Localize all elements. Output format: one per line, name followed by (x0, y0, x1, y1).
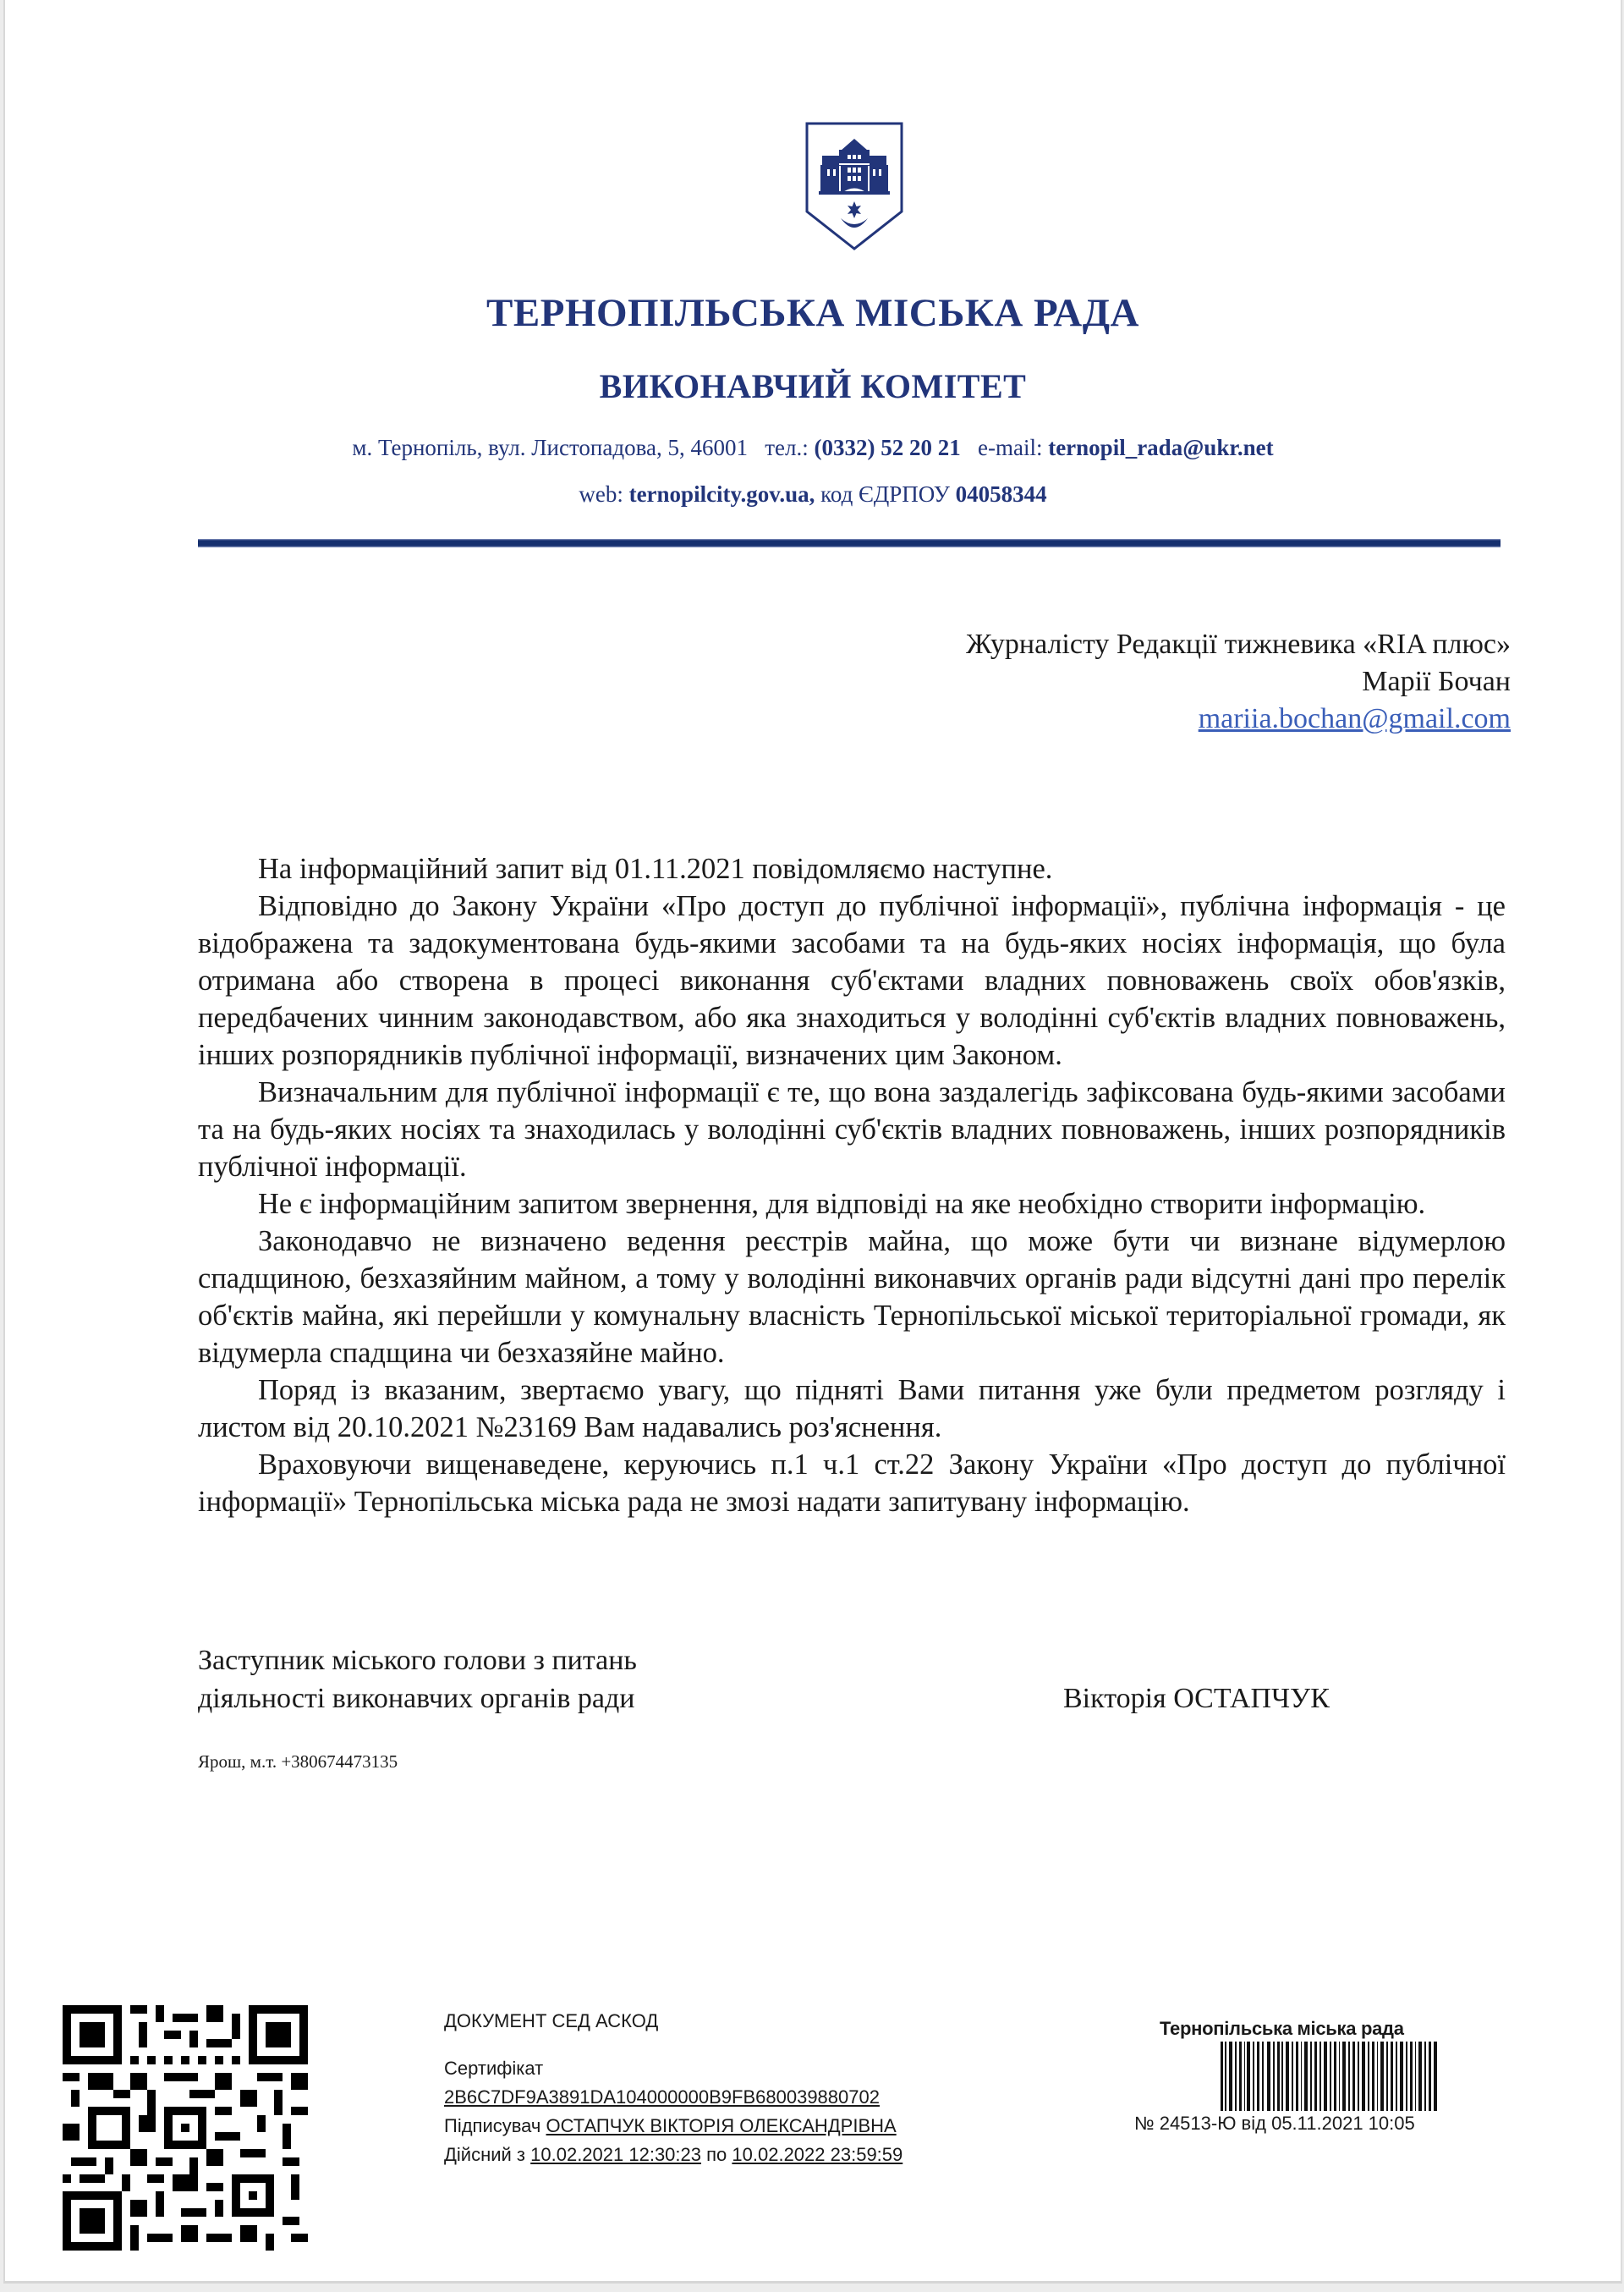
edrpou-label: код ЄДРПОУ (820, 481, 950, 507)
sed-heading: ДОКУМЕНТ СЕД АСКОД (444, 2010, 659, 2031)
valid-from: 10.02.2021 12:30:23 (530, 2144, 701, 2165)
edrpou-code: 04058344 (955, 481, 1047, 507)
signer-name: Вікторія ОСТАПЧУК (1063, 1683, 1330, 1714)
paragraph: Враховуючи вищенаведене, керуючись п.1 ч.1 ст.22 Закону України «Про доступ до публічної інформації» Тернопільська міська рада не змозі надати запитувану інформацію. (198, 1448, 1506, 1518)
address: м. Тернопіль, вул. Листопадова, 5, 46001 (352, 435, 748, 460)
paragraph: Поряд із вказаним, звертаємо увагу, що підняті Вами питання уже були предметом розгляду і листом від 20.10.2021 №23169 Вам надавались роз'яснення. (198, 1374, 1506, 1443)
signer-full-name: ОСТАПЧУК ВІКТОРІЯ ОЛЕКСАНДРІВНА (546, 2115, 897, 2136)
executor-contact: Ярош, м.т. +380674473135 (198, 1751, 398, 1772)
valid-to-label: по (706, 2144, 727, 2165)
registration-org: Тернопільська міська рада (1160, 2018, 1404, 2039)
email-label: e-mail: (977, 435, 1043, 460)
signer-position-line1: Заступник міського голови з питань (198, 1645, 637, 1676)
contact-line-address (5, 435, 1621, 461)
paragraph: Не є інформаційним запитом звернення, для відповіді на яке необхідно створити інформацію. (258, 1188, 1426, 1220)
certificate-label: Сертифікат (444, 2058, 544, 2079)
organization-name: ТЕРНОПІЛЬСЬКА МІСЬКА РАДА (486, 291, 1139, 335)
valid-to: 10.02.2022 23:59:59 (732, 2144, 903, 2165)
recipient-email-link[interactable]: mariia.bochan@gmail.com (1198, 703, 1511, 734)
committee-name: ВИКОНАВЧИЙ КОМІТЕТ (599, 367, 1027, 405)
certificate-number: 2B6C7DF9A3891DA104000000B9FB680039880702 (444, 2086, 880, 2108)
letter-body (198, 850, 1506, 1520)
web-link[interactable]: ternopilcity.gov.ua, (628, 481, 815, 507)
recipient-block (966, 626, 1511, 738)
registration-stamp (1134, 2018, 1506, 2135)
paragraph: Відповідно до Закону України «Про доступ до публічної інформації», публічна інформація - це відображена та задокументована будь-якими засобами та на будь-яких носіях інформація, що була отримана або створена в процесі виконання суб'єктами владних повноважень своїх обов'язків, передбачених чинним законодавством, або яка знаходиться у володінні суб'єктів владних повноважень, інших розпорядників публічної інформації, визначених цим Законом. (198, 890, 1506, 1071)
recipient-title: Журналісту Редакції тижневика «RIA плюс» (966, 629, 1511, 660)
paragraph: Визначальним для публічної інформації є те, що вона заздалегідь зафіксована будь-якими засобами та на будь-яких носіях та знаходилась у володінні суб'єктів владних повноважень, інших розпорядників публічної інформації. (198, 1076, 1506, 1183)
signer-row (444, 2112, 903, 2141)
paragraph: Законодавчо не визначено ведення реєстрів майна, що може бути чи визнане відумерлою спадщиною, безхазяйним майном, а тому у володінні виконавчих органів ради відсутні дані про перелік об'єктів майна, які перейшли у комунальну власність Тернопільської міської територіальної громади, як відумерла спадщина чи безхазяйне майно. (198, 1225, 1506, 1369)
digital-signature-info (444, 2007, 903, 2169)
signer-position-line2: діяльності виконавчих органів ради (198, 1683, 635, 1714)
barcode-icon (1221, 2042, 1437, 2111)
org-email[interactable]: ternopil_rada@ukr.net (1048, 435, 1274, 460)
phone-label: тел.: (765, 435, 809, 460)
recipient-name: Марії Бочан (1362, 666, 1511, 697)
letter-page (3, 0, 1622, 2284)
signature-block (198, 1641, 1506, 1718)
valid-from-label: Дійсний з (444, 2144, 526, 2165)
qr-code-icon (63, 2005, 308, 2251)
registration-number: № 24513-Ю від 05.11.2021 10:05 (1134, 2113, 1415, 2134)
phone: (0332) 52 20 21 (814, 435, 961, 460)
paragraph: На інформаційний запит від 01.11.2021 повідомляємо наступне. (258, 853, 1053, 885)
header-divider (198, 539, 1501, 547)
validity-row (444, 2141, 903, 2169)
contact-line-web (5, 481, 1621, 508)
web-label: web: (579, 481, 623, 507)
city-coat-of-arms-icon (802, 118, 907, 254)
signer-label: Підписувач (444, 2115, 541, 2136)
